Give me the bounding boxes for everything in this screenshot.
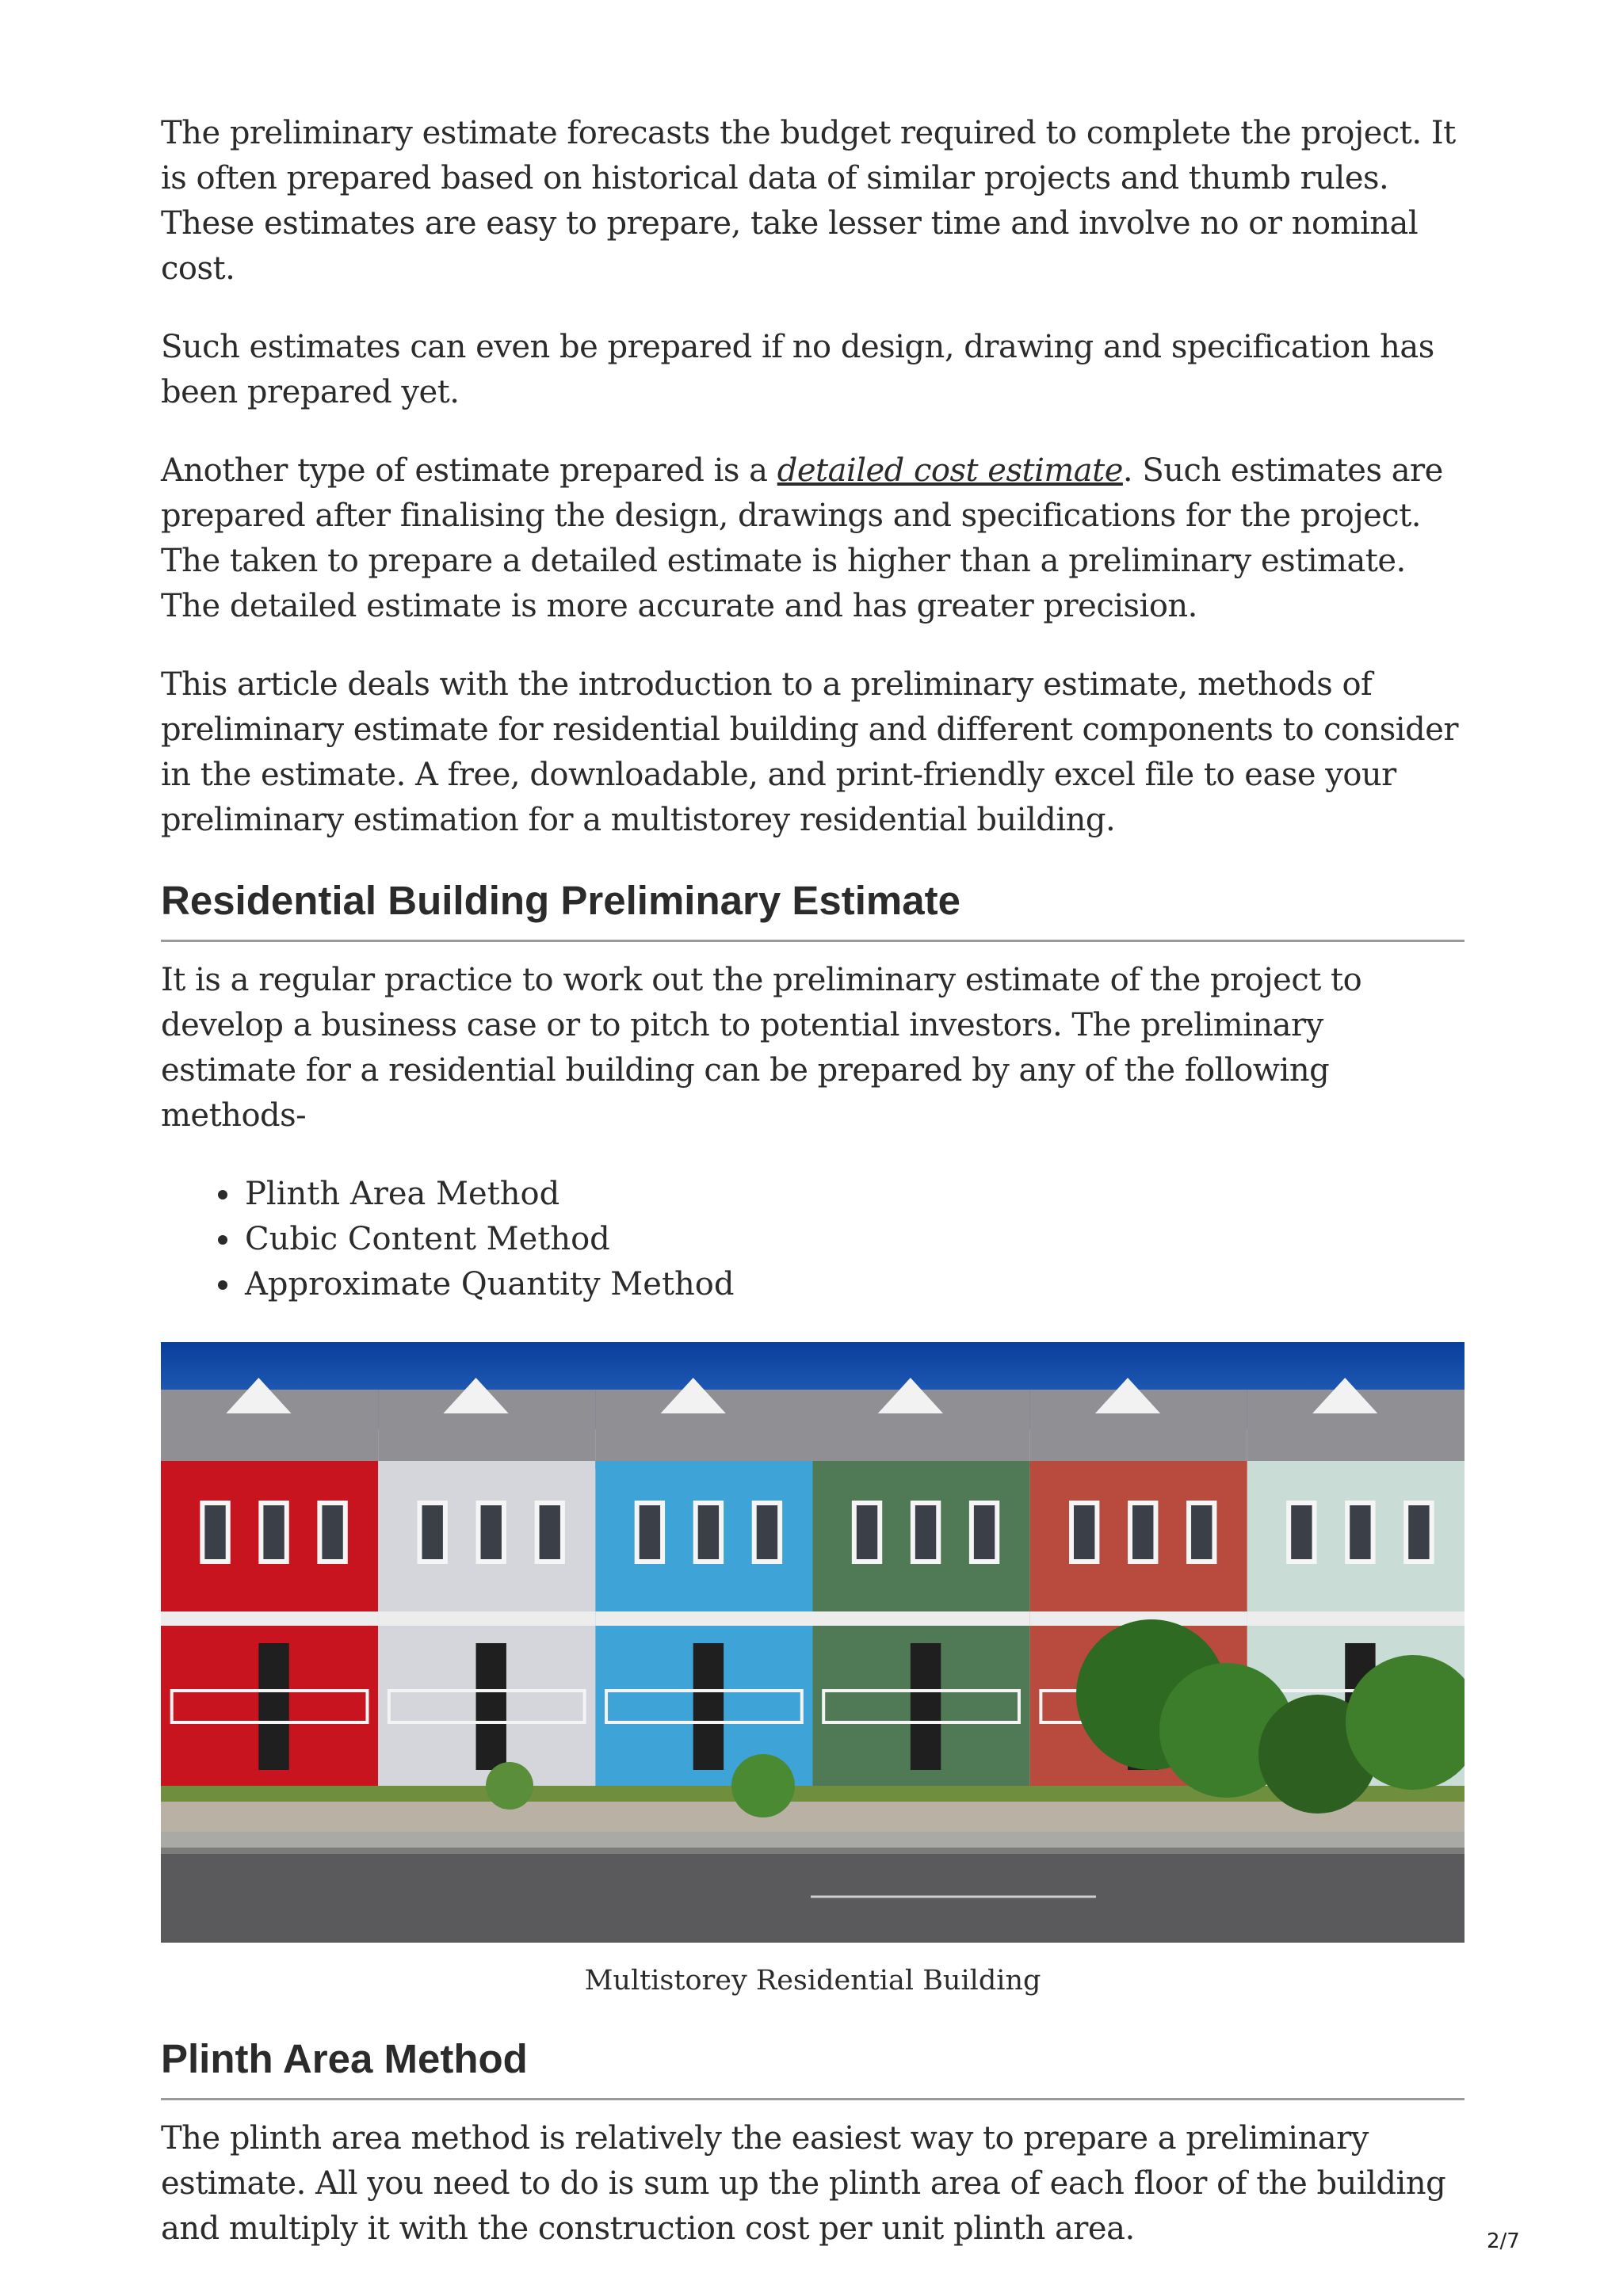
porch-roof [813, 1611, 1030, 1626]
article-content [161, 111, 1465, 2285]
paragraph-intro: The preliminary estimate forecasts the budget required to complete the project. It is often prepared based on historical data of similar projects and thumb rules. These estimates are easy to prepare, take lesser time and involve no or nominal cost. [161, 115, 1456, 287]
window-pane [422, 1505, 443, 1559]
window-pane [204, 1505, 225, 1559]
method-item-cubic-content: • Cubic Content Method [242, 1217, 1465, 1262]
paragraph-text-before-link: Another type of estimate prepared is a [161, 452, 777, 489]
window-pane [1191, 1505, 1212, 1559]
curb [161, 1848, 1465, 1854]
paragraph-plinth-area: The plinth area method is relatively the easiest way to prepare a preliminary estimate. All you need to do is sum up the plinth area of each floor of the building and multiply it with the construction cost per unit plinth area. [161, 2120, 1446, 2247]
paragraph-no-design: Such estimates can even be prepared if no design, drawing and specification has been prepared yet. [161, 329, 1434, 410]
paragraph-detailed-estimate [161, 448, 1465, 629]
page-number: 2/7 [1487, 2229, 1520, 2253]
sidewalk [161, 1832, 1465, 1848]
door [476, 1643, 506, 1770]
window-pane [974, 1505, 995, 1559]
door [911, 1643, 941, 1770]
window-pane [1350, 1505, 1370, 1559]
paragraph-methods-intro: It is a regular practice to work out the preliminary estimate of the project to develop a business case or to pitch to potential investors. The preliminary estimate for a residential building can be prepared by any of the following methods- [161, 962, 1362, 1134]
window-pane [263, 1505, 284, 1559]
method-item-plinth-area: • Plinth Area Method [242, 1172, 1465, 1217]
porch-roof [595, 1611, 812, 1626]
door [693, 1643, 724, 1770]
porch-roof [378, 1611, 595, 1626]
window-pane [857, 1505, 877, 1559]
residential-building-figure [161, 1342, 1465, 2000]
method-item-approximate-quantity: • Approximate Quantity Method [242, 1262, 1465, 1307]
porch-roof [161, 1611, 378, 1626]
paragraph-article-scope: This article deals with the introduction to a preliminary estimate, methods of preliminary estimate for residential building and different components to consider in the estimate. A free, downloadable, and print-friendly excel file to ease your preliminary estimation for a multistorey residential building. [161, 666, 1458, 838]
window-pane [640, 1505, 660, 1559]
figure-caption: Multistorey Residential Building [584, 1965, 1041, 1997]
section-heading-residential-estimate: Residential Building Preliminary Estimate [161, 876, 1465, 942]
door [258, 1643, 288, 1770]
porch-roof [1247, 1611, 1465, 1626]
paragraph-text-after-link: . Such estimates are prepared after finalising the design, drawings and specifications for the project. The taken to prepare a detailed estimate is higher than a preliminary estimate. The detailed estimate is more accurate and has greater precision. [161, 452, 1443, 624]
window-pane [1408, 1505, 1429, 1559]
rowhouses-photo [161, 1342, 1465, 1943]
window-pane [698, 1505, 719, 1559]
window-pane [1074, 1505, 1094, 1559]
window-pane [915, 1505, 936, 1559]
window-pane [322, 1505, 342, 1559]
detailed-cost-estimate-link[interactable]: detailed cost estimate [777, 452, 1123, 489]
window-pane [1132, 1505, 1153, 1559]
retaining-wall [161, 1802, 1465, 1832]
methods-list [161, 1172, 1465, 1307]
section-heading-plinth-area: Plinth Area Method [161, 2035, 1465, 2100]
window-pane [481, 1505, 502, 1559]
window-pane [540, 1505, 560, 1559]
window-pane [1291, 1505, 1312, 1559]
road [161, 1854, 1465, 1943]
window-pane [757, 1505, 777, 1559]
